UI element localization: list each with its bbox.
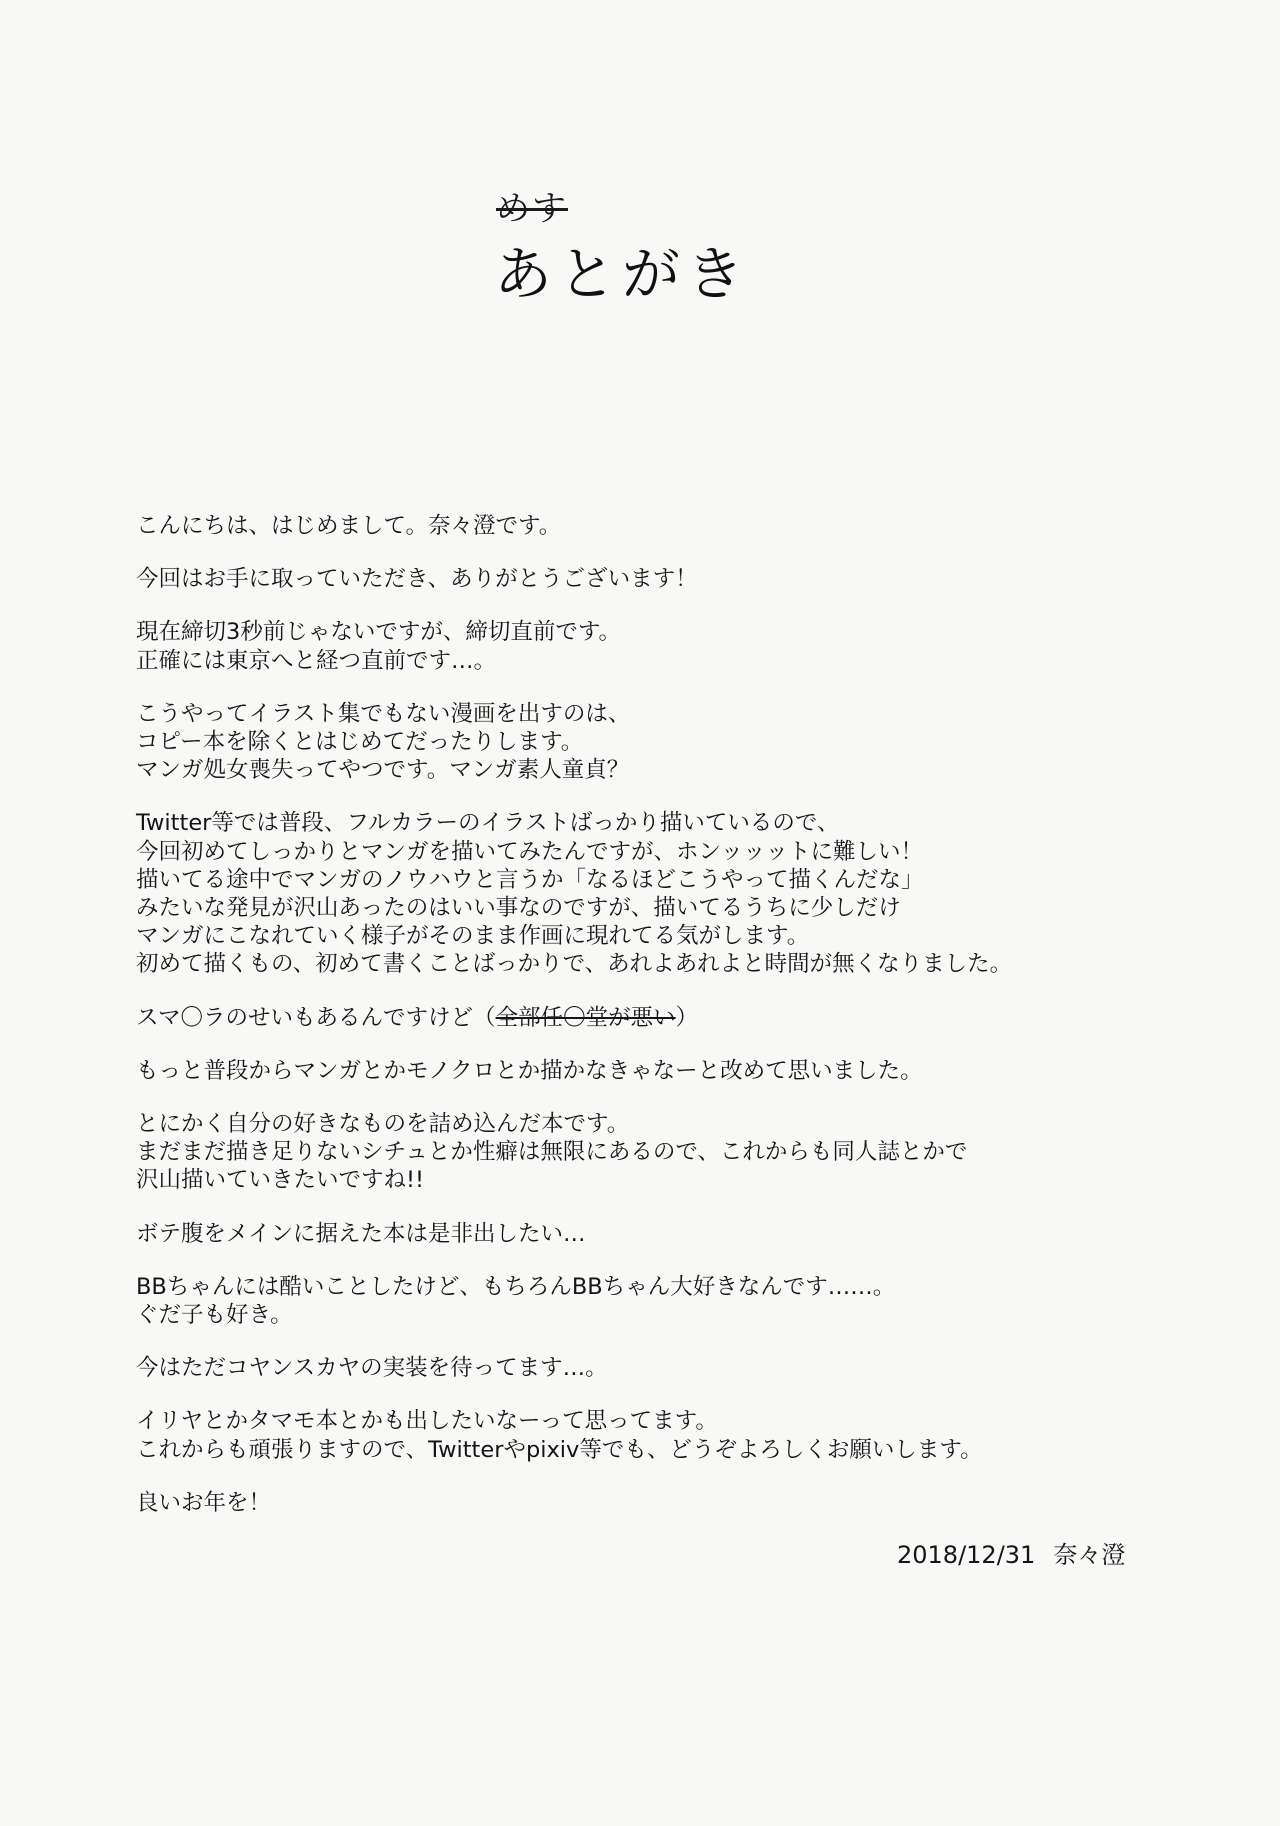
paragraph-bb — [136, 1273, 1176, 1329]
afterword-body — [136, 512, 1176, 1542]
paragraph-deadline — [136, 618, 1176, 674]
text-line: こんにちは、はじめまして。奈々澄です。 — [136, 513, 562, 539]
paragraph-resolve — [136, 1057, 1176, 1085]
page-title: あとがき — [494, 240, 751, 308]
text-line: コピー本を除くとはじめてだったりします。 — [136, 729, 584, 756]
text-line: 沢山描いていきたいですね!! — [136, 1167, 425, 1194]
paragraph-wish — [136, 1220, 1176, 1248]
paragraph-drawing — [136, 809, 1176, 978]
signature-date: 2018/12/31 — [897, 1541, 1036, 1569]
paragraph-first-manga — [136, 700, 1176, 785]
text-line: 正確には東京へと経つ直前です…。 — [136, 647, 497, 674]
text-line: 良いお年を！ — [136, 1489, 272, 1516]
text-line: こうやってイラスト集でもない漫画を出すのは、 — [136, 700, 631, 727]
text-line: イリヤとかタマモ本とかも出したいなーって思ってます。 — [136, 1408, 718, 1435]
text-line: マンガ処女喪失ってやつです。マンガ素人童貞？ — [136, 757, 630, 784]
text-line: 今回初めてしっかりとマンガを描いてみたんですが、ホンッッットに難しい！ — [136, 838, 924, 865]
paragraph-greeting — [136, 512, 1176, 540]
paragraph-thanks — [136, 565, 1176, 593]
paragraph-new-year — [136, 1489, 1176, 1517]
text-line: 初めて描くもの、初めて書くことばっかりで、あれよあれよと時間が無くなりました。 — [136, 951, 1013, 978]
text-line: 現在締切3秒前じゃないですが、締切直前です。 — [136, 619, 622, 646]
text-line: 描いてる途中でマンガのノウハウと言うか「なるほどこうやって描くんだな」 — [136, 866, 924, 893]
text-line: BBちゃんには酷いことしたけど、もちろんBBちゃん大好きなんです……。 — [136, 1273, 896, 1300]
text-line: 今回はお手に取っていただき、ありがとうございます！ — [136, 566, 698, 593]
text-segment: ） — [675, 1004, 699, 1031]
struck-title: めす — [496, 189, 568, 229]
text-line: これからも頑張りますので、Twitterやpixiv等でも、どうぞよろしくお願いします。 — [136, 1436, 983, 1463]
text-segment: スマ〇ラのせいもあるんですけど（ — [136, 1004, 496, 1031]
signature — [897, 1535, 1125, 1570]
signature-author: 奈々澄 — [1053, 1541, 1126, 1569]
text-line: ぐだ子も好き。 — [136, 1302, 293, 1329]
paragraph-future — [136, 1407, 1176, 1463]
text-line: 今はただコヤンスカヤの実装を待ってます…。 — [136, 1355, 608, 1382]
struck-text: 全部任〇堂が悪い — [495, 1004, 676, 1031]
paragraph-favorites — [136, 1110, 1176, 1195]
text-line: Twitter等では普段、フルカラーのイラストばっかり描いているので、 — [136, 810, 840, 837]
paragraph-koyanskaya — [136, 1354, 1176, 1382]
text-line: ボテ腹をメインに据えた本は是非出したい… — [136, 1220, 586, 1247]
text-line: まだまだ描き足りないシチュとか性癖は無限にあるので、これからも同人誌とかで — [136, 1139, 968, 1166]
text-line — [136, 1004, 1176, 1032]
text-line: みたいな発見が沢山あったのはいい事なのですが、描いてるうちに少しだけ — [136, 895, 901, 922]
text-line: もっと普段からマンガとかモノクロとか描かなきゃなーと改めて思いました。 — [136, 1057, 923, 1084]
text-line: とにかく自分の好きなものを詰め込んだ本です。 — [136, 1111, 630, 1138]
text-line: マンガにこなれていく様子がそのまま作画に現れてる気がします。 — [136, 923, 810, 950]
paragraph-smash — [136, 1004, 1176, 1032]
